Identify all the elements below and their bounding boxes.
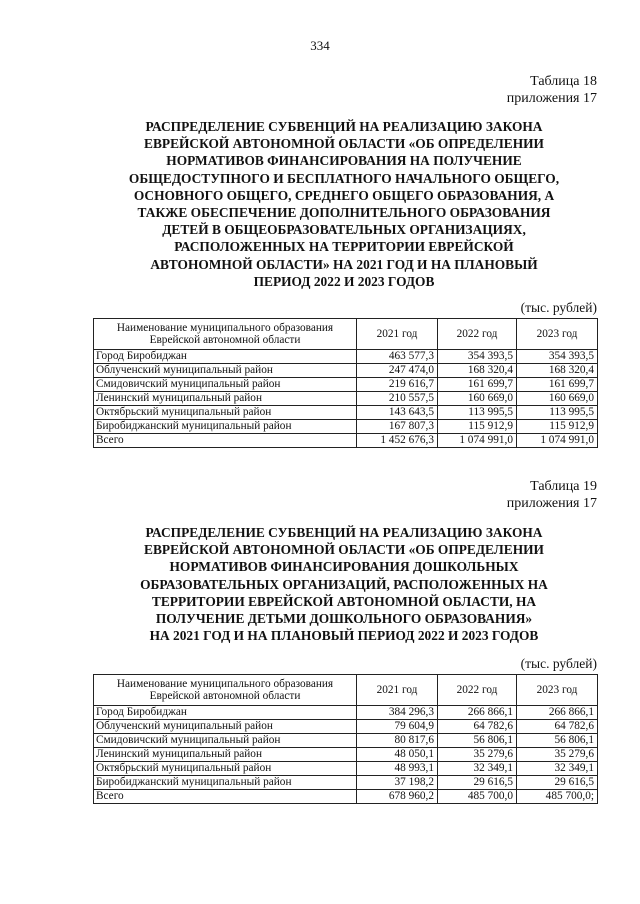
table-row	[94, 720, 598, 734]
appendix-label: приложения 17	[506, 91, 597, 106]
column-header-year: 2022 год	[438, 319, 517, 350]
amount-cell: 80 817,6	[357, 734, 438, 748]
amount-cell: 32 349,1	[438, 762, 517, 776]
table-19-reference	[507, 478, 597, 512]
amount-cell: 113 995,5	[438, 406, 517, 420]
amount-cell: 485 700,0	[438, 790, 517, 804]
amount-cell: 266 866,1	[438, 706, 517, 720]
table-19	[93, 674, 598, 804]
column-header-year: 2023 год	[517, 319, 598, 350]
municipality-cell: Биробиджанский муниципальный район	[94, 420, 357, 434]
amount-cell: 37 198,2	[357, 776, 438, 790]
amount-cell: 247 474,0	[357, 364, 438, 378]
amount-cell: 35 279,6	[517, 748, 598, 762]
table-row	[94, 762, 598, 776]
amount-cell: 48 993,1	[357, 762, 438, 776]
amount-cell: 168 320,4	[517, 364, 598, 378]
amount-cell: 678 960,2	[357, 790, 438, 804]
amount-cell: 29 616,5	[517, 776, 598, 790]
title-line: ЕВРЕЙСКОЙ АВТОНОМНОЙ ОБЛАСТИ «ОБ ОПРЕДЕЛЕНИИ	[144, 542, 544, 558]
municipality-cell: Биробиджанский муниципальный район	[94, 776, 357, 790]
table-18	[93, 318, 598, 448]
table-row	[94, 378, 598, 392]
table-row	[94, 748, 598, 762]
municipality-cell: Октябрьский муниципальный район	[94, 762, 357, 776]
municipality-cell: Всего	[94, 434, 357, 448]
table-row	[94, 706, 598, 720]
title-line: ОБРАЗОВАТЕЛЬНЫХ ОРГАНИЗАЦИЙ, РАСПОЛОЖЕННЫХ НА	[140, 576, 548, 592]
amount-cell: 1 074 991,0	[438, 434, 517, 448]
title-line: АВТОНОМНОЙ ОБЛАСТИ» НА 2021 ГОД И НА ПЛАНОВЫЙ	[150, 256, 538, 272]
table-row	[94, 406, 598, 420]
page-number: 334	[310, 38, 330, 53]
column-header-year: 2022 год	[438, 675, 517, 706]
amount-cell: 29 616,5	[438, 776, 517, 790]
amount-cell: 210 557,5	[357, 392, 438, 406]
column-header-year: 2021 год	[357, 675, 438, 706]
amount-cell: 48 050,1	[357, 748, 438, 762]
amount-cell: 79 604,9	[357, 720, 438, 734]
municipality-cell: Смидовичский муниципальный район	[94, 734, 357, 748]
amount-cell: 384 296,3	[357, 706, 438, 720]
table-19-title	[92, 524, 596, 644]
appendix-label: приложения 17	[506, 496, 597, 511]
amount-cell: 35 279,6	[438, 748, 517, 762]
amount-cell: 161 699,7	[438, 378, 517, 392]
table-row	[94, 392, 598, 406]
table-row	[94, 776, 598, 790]
amount-cell: 354 393,5	[438, 350, 517, 364]
title-line: НА 2021 ГОД И НА ПЛАНОВЫЙ ПЕРИОД 2022 И 2023 ГОДОВ	[149, 628, 539, 644]
title-line: ЕВРЕЙСКОЙ АВТОНОМНОЙ ОБЛАСТИ «ОБ ОПРЕДЕЛЕНИИ	[144, 136, 544, 152]
table-row	[94, 350, 598, 364]
municipality-cell: Всего	[94, 790, 357, 804]
amount-cell: 463 577,3	[357, 350, 438, 364]
municipality-cell: Облученский муниципальный район	[94, 720, 357, 734]
municipality-cell: Город Биробиджан	[94, 706, 357, 720]
title-line: ПЕРИОД 2022 И 2023 ГОДОВ	[253, 273, 435, 289]
table-18-title	[92, 118, 596, 290]
title-line: РАСПОЛОЖЕННЫХ НА ТЕРРИТОРИИ ЕВРЕЙСКОЙ	[174, 239, 514, 255]
amount-cell: 1 074 991,0	[517, 434, 598, 448]
table-label: Таблица 19	[530, 479, 597, 494]
title-line: РАСПРЕДЕЛЕНИЕ СУБВЕНЦИЙ НА РЕАЛИЗАЦИЮ ЗАКОНА	[145, 525, 543, 540]
amount-cell: 64 782,6	[438, 720, 517, 734]
title-line: ДЕТЕЙ В ОБЩЕОБРАЗОВАТЕЛЬНЫХ ОРГАНИЗАЦИЯХ,	[162, 222, 526, 238]
amount-cell: 56 806,1	[438, 734, 517, 748]
amount-cell: 161 699,7	[517, 378, 598, 392]
header-row	[94, 675, 598, 706]
column-header-year: 2021 год	[357, 319, 438, 350]
amount-cell: 143 643,5	[357, 406, 438, 420]
amount-cell: 354 393,5	[517, 350, 598, 364]
column-header-municipality: Наименование муниципального образования Еврейской автономной области	[94, 319, 357, 350]
table-row	[94, 734, 598, 748]
title-line: ПОЛУЧЕНИЕ ДЕТЬМИ ДОШКОЛЬНОГО ОБРАЗОВАНИЯ»	[155, 611, 533, 627]
amount-cell: 485 700,0;	[517, 790, 598, 804]
municipality-cell: Октябрьский муниципальный район	[94, 406, 357, 420]
title-line: НОРМАТИВОВ ФИНАНСИРОВАНИЯ ДОШКОЛЬНЫХ	[169, 559, 519, 575]
municipality-cell: Город Биробиджан	[94, 350, 357, 364]
units-label: (тыс. рублей)	[520, 300, 597, 315]
total-row	[94, 790, 598, 804]
table-row	[94, 364, 598, 378]
amount-cell: 56 806,1	[517, 734, 598, 748]
municipality-cell: Смидовичский муниципальный район	[94, 378, 357, 392]
municipality-cell: Облученский муниципальный район	[94, 364, 357, 378]
municipality-cell: Ленинский муниципальный район	[94, 748, 357, 762]
amount-cell: 1 452 676,3	[357, 434, 438, 448]
total-row	[94, 434, 598, 448]
amount-cell: 113 995,5	[517, 406, 598, 420]
units-label: (тыс. рублей)	[520, 656, 597, 671]
title-line: ТАКЖЕ ОБЕСПЕЧЕНИЕ ДОПОЛНИТЕЛЬНОГО ОБРАЗОВАНИЯ	[137, 205, 551, 221]
amount-cell: 167 807,3	[357, 420, 438, 434]
amount-cell: 168 320,4	[438, 364, 517, 378]
table-row	[94, 420, 598, 434]
title-line: НОРМАТИВОВ ФИНАНСИРОВАНИЯ НА ПОЛУЧЕНИЕ	[166, 153, 522, 169]
amount-cell: 160 669,0	[517, 392, 598, 406]
amount-cell: 32 349,1	[517, 762, 598, 776]
amount-cell: 266 866,1	[517, 706, 598, 720]
title-line: ОБЩЕДОСТУПНОГО И БЕСПЛАТНОГО НАЧАЛЬНОГО ОБЩЕГО,	[128, 170, 560, 186]
title-line: ОСНОВНОГО ОБЩЕГО, СРЕДНЕГО ОБЩЕГО ОБРАЗОВАНИЯ, А	[133, 187, 555, 203]
column-header-municipality: Наименование муниципального образования Еврейской автономной области	[94, 675, 357, 706]
amount-cell: 64 782,6	[517, 720, 598, 734]
table-18-reference	[507, 73, 597, 107]
table-label: Таблица 18	[530, 74, 597, 89]
column-header-year: 2023 год	[517, 675, 598, 706]
amount-cell: 160 669,0	[438, 392, 517, 406]
title-line: РАСПРЕДЕЛЕНИЕ СУБВЕНЦИЙ НА РЕАЛИЗАЦИЮ ЗАКОНА	[145, 119, 543, 134]
municipality-cell: Ленинский муниципальный район	[94, 392, 357, 406]
amount-cell: 115 912,9	[517, 420, 598, 434]
title-line: ТЕРРИТОРИИ ЕВРЕЙСКОЙ АВТОНОМНОЙ ОБЛАСТИ, НА	[151, 593, 537, 609]
amount-cell: 115 912,9	[438, 420, 517, 434]
header-row	[94, 319, 598, 350]
amount-cell: 219 616,7	[357, 378, 438, 392]
